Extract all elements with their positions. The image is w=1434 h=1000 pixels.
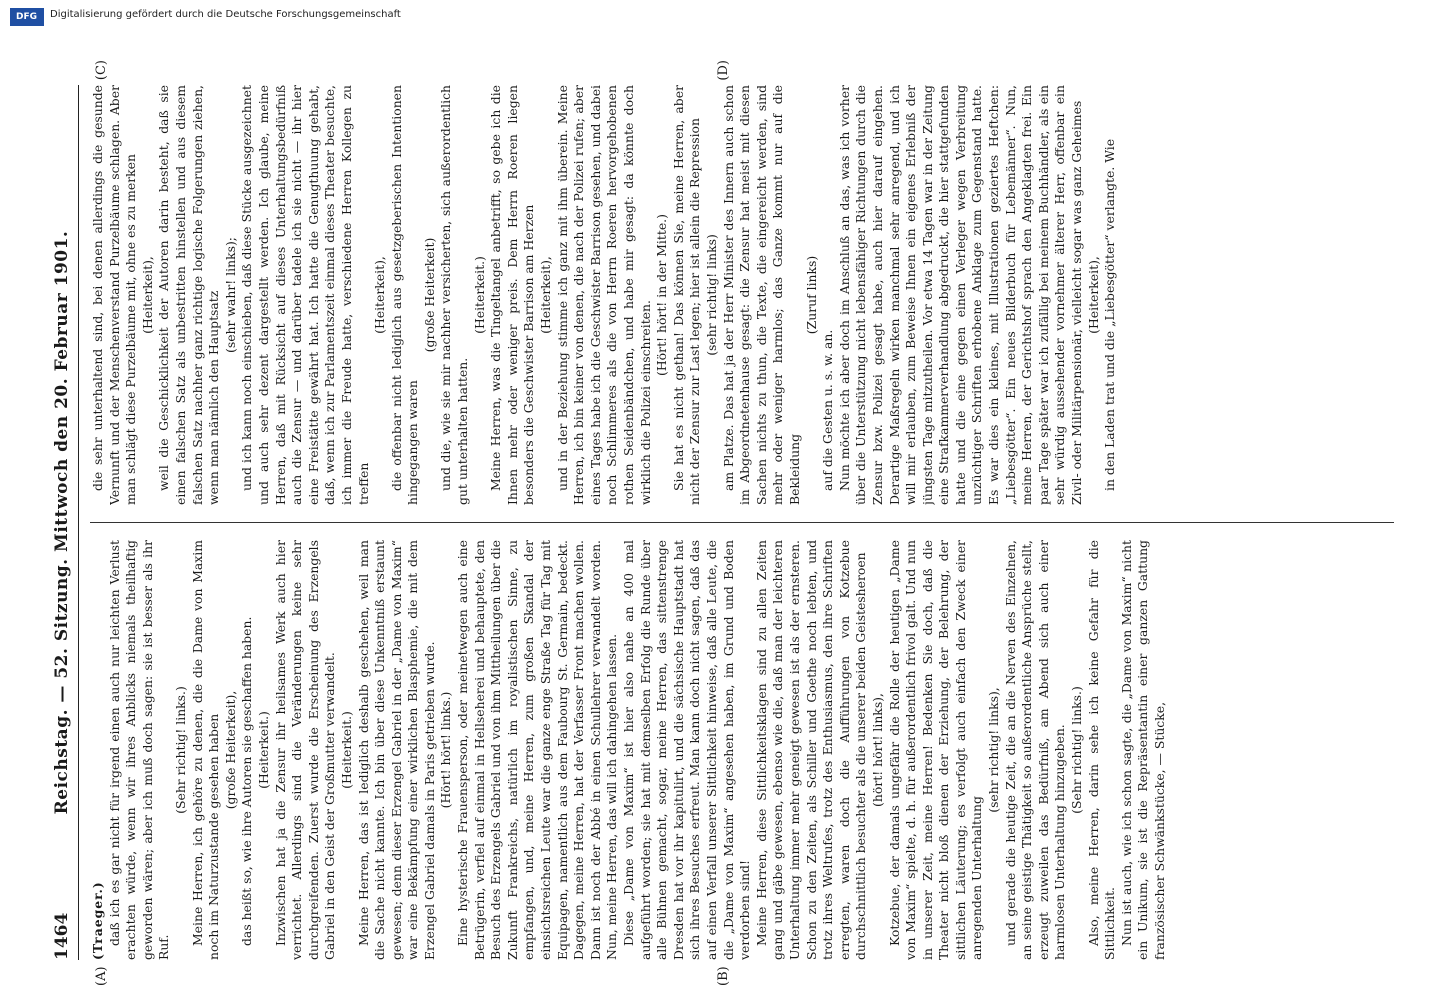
paragraph: in den Laden trat und die „Liebesgötter“ verlangte. Wie xyxy=(1102,138,1118,491)
left-column xyxy=(90,540,1394,960)
paragraph: die sehr unterhaltend sind, bei denen allerdings die gesunde Vernunft und der Menschenverstand Purzelbäume schlagen. Aber man schlägt diese Purzelbäume mit, ohne es zu merken xyxy=(90,85,139,505)
paragraph: und die, wie sie mir nachher versicherten, sich außerordentlich gut unterhalten hatten. xyxy=(438,85,471,505)
audience-reaction: (Hört! hört! links.) xyxy=(438,691,454,809)
paragraph: die offenbar nicht lediglich aus gesetzgeberischen Intentionen hingegangen waren xyxy=(388,85,421,505)
audience-reaction: (Heiterkeit.) xyxy=(471,256,487,334)
paragraph: Nun ist auch, wie ich schon sagte, die „Dame von Maxim“ nicht ein Unikum, sie ist die Repräsentantin einer ganzen Gattung französischer Schwänkstücke, — Stücke, xyxy=(1118,540,1167,960)
paragraph: das heißt so, wie ihre Autoren sie geschaffen haben. xyxy=(239,616,255,946)
page-header xyxy=(52,85,79,960)
paragraph: Also, meine Herren, darin sehe ich keine Gefahr für die Sittlichkeit. xyxy=(1085,540,1118,960)
paragraph: Eine hysterische Frauensperson, oder meinetwegen auch eine Betrügerin, verfiel auf einmal in Hellseherei und behauptete, den Besuch des Erzengels Gabriel und von ihm Mittheilungen über die Zukunft Frankreichs, natürlich im royalistischen Sinne, zu empfangen, und, meine Herren, zum großen Skandal der einsichtsreichen Leute war die ganze enge Straße Tag für Tag mit Equipagen, namentlich aus dem Faubourg St. Germain, bedeckt. Dagegen, meine Herren, hat der Verfasser Front machen wollen. Dann ist noch der Abbé in einen Schullehrer verwandelt worden. Nun, meine Herren, das will ich dahingehen lassen. xyxy=(455,540,620,960)
paragraph: Meine Herren, diese Sittlichkeitsklagen sind zu allen Zeiten gang und gäbe gewesen, ebenso wie die, daß man der leichteren Unterhaltung immer mehr geneigt gewesen ist als der ernsteren. Schon zu den Zeiten, als Schiller und Goethe noch lebten, und trotz ihres Weltrufes, trotz des Enthusiasmus, den ihre Schriften erregten, waren doch die Aufführungen von Kotzebue durchschnittlich besuchter als die unserer beiden Geistesheroen xyxy=(753,540,869,960)
audience-reaction: (Heiterkeit), xyxy=(538,256,554,334)
text-columns xyxy=(90,85,1394,960)
paragraph: und in der Beziehung stimme ich ganz mit ihm überein. Meine Herren, ich bin keiner von denen, die nach der Polizei rufen; aber eines Tages habe ich die Geschwister Barrison gesehen, und dabei noch Schlimmeres als die von Herrn Roeren hervorgehobenen rothen Seidenbändchen, und habe mir gesagt: da könnte doch wirklich die Polizei einschreiten. xyxy=(554,85,653,505)
audience-reaction: (sehr wahr! links); xyxy=(222,237,238,353)
right-column xyxy=(90,85,1394,505)
paragraph: Meine Herren, ich gehöre zu denen, die die Dame von Maxim noch im Naturzustande gesehen haben xyxy=(189,540,222,960)
column-divider xyxy=(90,522,1394,523)
margin-marker-d: (D) xyxy=(716,60,731,81)
paragraph: Meine Herren, was die Tingeltangel anbetrifft, so gebe ich die Ihnen mehr oder weniger preis. Dem Herrn Roeren liegen besonders die Geschwister Barrison am Herzen xyxy=(488,85,537,505)
audience-reaction: (Hört! hört! in der Mitte.) xyxy=(654,214,670,376)
paragraph: am Platze. Das hat ja der Herr Minister des Innern auch schon im Abgeordnetenhause gesagt: die Zensur hat meist mit diesen Sachen nichts zu thun, die Texte, die eingereicht werden, sind mehr oder weniger harmlos; das Ganze kommt nur auf die Bekleidung xyxy=(720,85,802,505)
paragraph: weil die Geschicklichkeit der Autoren darin besteht, daß sie einen falschen Satz als unbestritten hinstellen und aus diesem falschen Satz nachher ganz richtige logische Folgerungen ziehen, wenn man nämlich den Hauptsatz xyxy=(156,85,222,505)
audience-reaction: (Heiterkeit), xyxy=(1085,256,1101,334)
audience-reaction: (Sehr richtig! links.) xyxy=(172,686,188,814)
audience-reaction: (Heiterkeit.) xyxy=(255,711,271,789)
margin-marker-c: (C) xyxy=(94,60,109,81)
audience-reaction: (große Heiterkeit), xyxy=(222,690,238,810)
dfg-attribution: Digitalisierung gefördert durch die Deutsche Forschungsgemeinschaft xyxy=(50,9,401,20)
paragraph: Sie hat es nicht gethan! Das können Sie, meine Herren, aber nicht der Zensur zur Last legen; hier ist allein die Repression xyxy=(670,85,703,505)
audience-reaction: (hört! hört! links), xyxy=(869,693,885,807)
audience-reaction: (Heiterkeit), xyxy=(372,256,388,334)
page-number: 1464 xyxy=(52,912,72,960)
paragraph: Nun möchte ich aber doch im Anschluß an das, was ich vorher über die Unterstützung nicht lebensfähiger Richtungen durch die Zensur bzw. Polizei gesagt habe, auch hier darauf eingehen. Derartige Maßregeln wirken manchmal sehr anregend, und ich will mir erlauben, zum Beweise Ihnen ein eigenes Erlebniß der jüngsten Tage mitzutheilen. Vor etwa 14 Tagen war in der Zeitung eine Strafkammerverhandlung abgedruckt, die hier stattgefunden hatte und die eine gegen einen Verleger wegen Verbreitung unzüchtiger Schriften erhobene Anklage zum Gegenstand hatte. Es war dies ein kleines, mit Illustrationen geziertes Heftchen: „Liebesgötter“. Ein neues Bilderbuch für Lebemänner“. Nun, meine Herren, der Gerichtshof sprach den Angeklagten frei. Ein paar Tage später war ich zufällig bei meinem Buchhändler, als ein sehr würdig aussehender vornehmer älterer Herr, offenbar ein Zivil- oder Militärpensionär, vielleicht sogar was ganz Geheimes xyxy=(836,85,1085,505)
paragraph: und ich kann noch einschieben, daß diese Stücke ausgezeichnet und auch sehr dezent dargestellt werden. Ich glaube, meine Herren, daß mit Rücksicht auf dieses Unterhaltungsbedürfniß auch die Zensur — und darüber tadele ich sie nicht — ihr hier eine Freistätte gewährt hat. Ich hatte die Genugthuung gehabt, daß, wenn ich zur Parlamentszeit einmal dieses Theater besuchte, ich immer die Freude hatte, verschiedene Herren Kollegen zu treffen xyxy=(239,85,371,505)
audience-reaction: (Zuruf links) xyxy=(803,255,819,335)
margin-marker-a: (A) xyxy=(94,966,109,986)
paragraph: Meine Herren, das ist lediglich deshalb geschehen, weil man die Sache nicht kannte. Ich bin über diese Unkenntniß erstaunt gewesen; denn dieser Erzengel Gabriel in der „Dame von Maxim“ war eine Bekämpfung einer wirklichen Blasphemie, die mit dem Erzengel Gabriel damals in Paris getrieben wurde. xyxy=(355,540,437,960)
dfg-logo: DFG xyxy=(10,8,44,26)
paragraph: auf die Gesten u. s. w. an. xyxy=(820,329,836,491)
audience-reaction: (Heiterkeit), xyxy=(139,256,155,334)
running-title: Reichstag. — 52. Sitzung. Mittwoch den 20. Februar 1901. xyxy=(52,230,72,815)
audience-reaction: (große Heiterkeit) xyxy=(421,237,437,353)
paragraph: Diese „Dame von Maxim“ ist hier also nahe an 400 mal aufgeführt worden; sie hat mit demselben Erfolg die Runde über alle Bühnen gemacht, sogar, meine Herren, das sittenstrenge Dresden hat vor ihr kapitulirt, und die sächsische Hauptstadt hat sich ihres Besuches erfreut. Man kann doch nicht sagen, daß das auf einen Verfall unserer Sittlichkeit hinweise, daß alle Leute, die die „Dame von Maxim“ angesehen haben, im Grund und Boden verdorben sind! xyxy=(621,540,753,960)
paragraph: daß ich es gar nicht für irgend einen auch nur leichten Verlust erachten würde, wenn wir ihres Anblicks niemals theilhaftig geworden wären; aber ich muß doch sagen: sie ist besser als ihr Ruf. xyxy=(106,540,172,960)
margin-marker-b: (B) xyxy=(716,966,731,986)
audience-reaction: (Heiterkeit.) xyxy=(338,711,354,789)
audience-reaction: (sehr richtig! links), xyxy=(986,687,1002,813)
audience-reaction: (sehr richtig! links) xyxy=(703,234,719,356)
audience-reaction: (Sehr richtig! links.) xyxy=(1069,686,1085,814)
speaker-name: (Traeger.) xyxy=(90,881,105,960)
paragraph: Inzwischen hat ja die Zensur ihr heilsames Werk auch hier verrichtet. Allerdings sind die Veränderungen keine sehr durchgreifenden. Zuerst wurde die Erscheinung des Erzengels Gabriel in den Geist der Großmutter verwandelt. xyxy=(272,540,338,960)
paragraph: und gerade die heutige Zeit, die an die Nerven des Einzelnen, an seine geistige Thätigkeit so außerordentliche Ansprüche stellt, erzeugt zuweilen das Bedürfniß, am Abend sich auch einer harmlosen Unterhaltung hinzugeben. xyxy=(1002,540,1068,960)
paragraph: Kotzebue, der damals ungefähr die Rolle der heutigen „Dame von Maxim“ spielte, d. h. für außerordentlich frivol galt. Und nun in unserer Zeit, meine Herren! Bedenken Sie doch, daß die Theater nicht bloß dienen der Erziehung, der Belehrung, der sittlichen Läuterung; es verfolgt auch einfach den Zweck einer anregenden Unterhaltung xyxy=(886,540,985,960)
